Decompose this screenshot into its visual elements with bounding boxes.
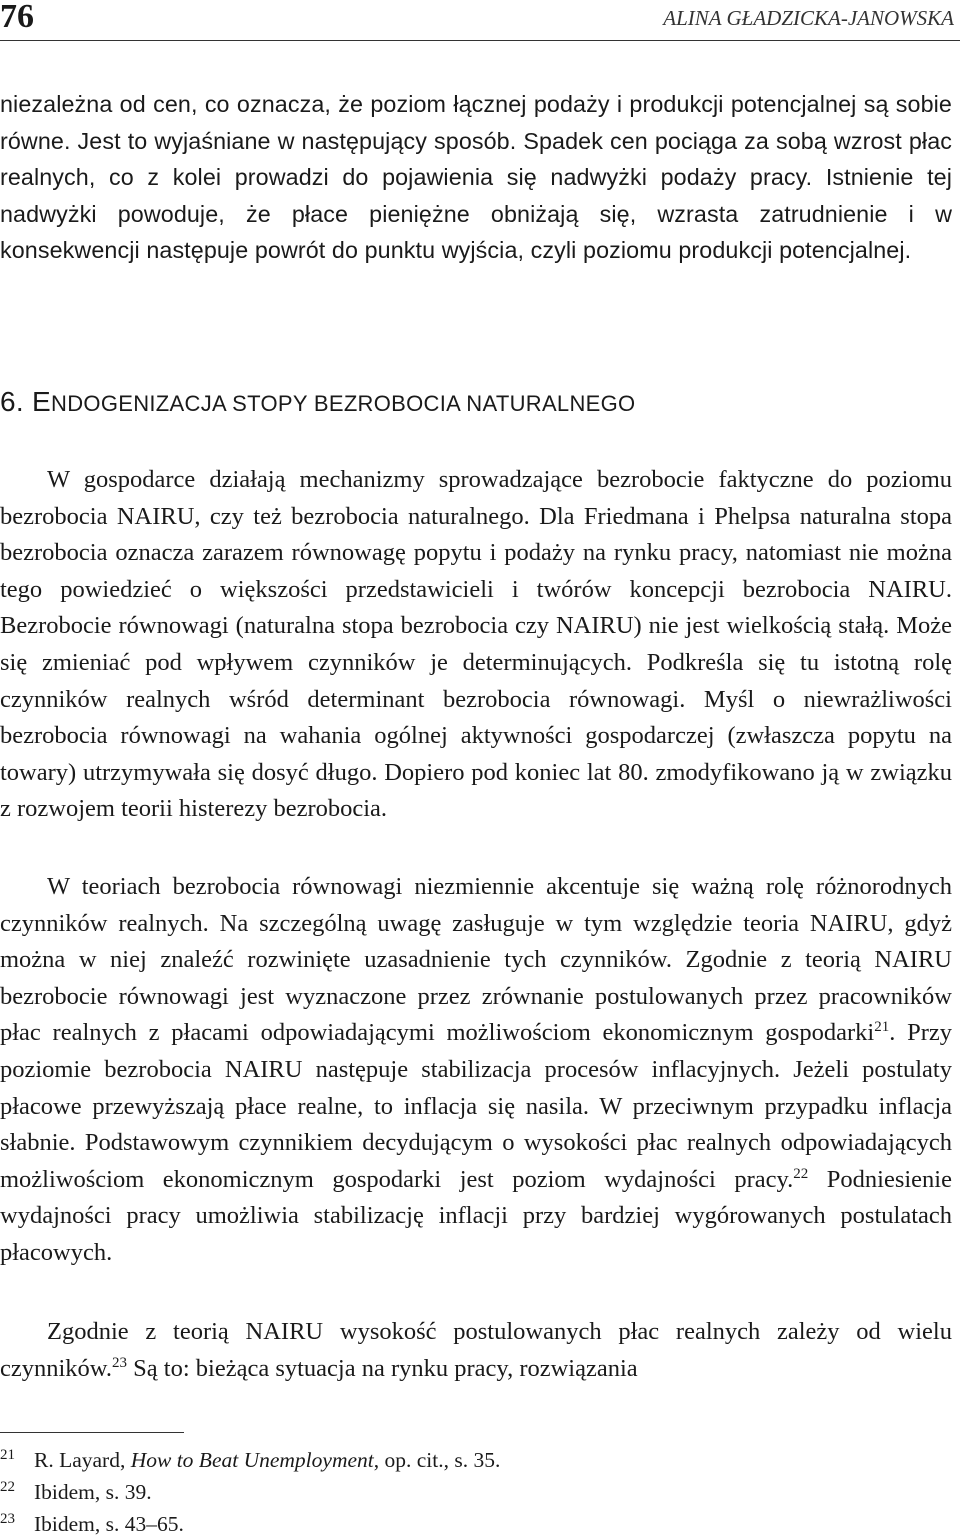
footnote-book-title: How to Beat Unemployment [130, 1448, 374, 1472]
page-number: 76 [0, 0, 34, 35]
paragraph-2 [0, 869, 952, 1272]
footnote-22 [0, 1476, 952, 1508]
running-head: ALINA GŁADZICKA-JANOWSKA [663, 6, 954, 30]
paragraph-3-text-b: Są to: bieżąca sytuacja na rynku pracy, rozwiązania [127, 1354, 638, 1382]
paragraph-1: W gospodarce działają mechanizmy sprowadzające bezrobocie faktyczne do poziomu bezrobocia NAIRU, czy też bezrobocia naturalnego. Dla Friedmana i Phelpsa naturalna stopa bezrobocia oznacza zarazem równowagę popytu i podaży na rynku pracy, natomiast nie można tego powiedzieć o większości przedstawicieli i twórów koncepcji bezrobocia NAIRU. Bezrobocie równowagi (naturalna stopa bezrobocia czy NAIRU) nie jest wielkością stałą. Może się zmieniać pod wpływem czynników je determinujących. Podkreśla się tu istotną rolę czynników realnych wśród determinant bezrobocia równowagi. Myśl o niewrażliwości bezrobocia równowagi na wahania ogólnej aktywności gospodarczej (zwłaszcza popytu na towary) utrzymywała się dosyć długo. Dopiero pod koniec lat 80. zmodyfikowano ją w związku z rozwojem teorii histerezy bezrobocia. [0, 466, 952, 823]
paragraph-2-text-c: Podniesienie wydajności pracy umożliwia stabilizację inflacji przy bardziej wygórowanych postulatach płacowych. [0, 1165, 952, 1266]
paragraph-intro: niezależna od cen, co oznacza, że poziom łącznej podaży i produkcji potencjalnej są sobie równe. Jest to wyjaśniane w następujący sposób. Spadek cen pociąga za sobą wzrost płac realnych, co z kolei prowadzi do pojawienia się nadwyżki podaży pracy. Istnienie tej nadwyżki powoduje, że płace pieniężne obniżają się, wzrasta zatrudnienie i w konsekwencji następuje powrót do punktu wyjścia, czyli poziomu produkcji potencjalnej. [0, 91, 952, 263]
section-title: NDOGENIZACJA STOPY BEZROBOCIA NATURALNEGO [51, 391, 636, 416]
footnote-21 [0, 1444, 952, 1476]
footnote-number: 22 [0, 1479, 15, 1495]
footnote-number: 21 [0, 1447, 15, 1463]
page-header [0, 0, 960, 41]
footnote-text: R. Layard, [34, 1448, 131, 1472]
section-title-initial: E [32, 386, 52, 417]
paragraph-3 [0, 1314, 952, 1387]
section-number: 6. [0, 386, 24, 417]
footnote-23 [0, 1508, 952, 1540]
footnote-text-end: , op. cit., s. 35. [373, 1448, 501, 1472]
paragraph-2-text-a: W teoriach bezrobocia równowagi niezmiennie akcentuje się ważną rolę różnorodnych czynników realnych. Na szczególną uwagę zasługuje w tym względzie teoria NAIRU, gdyż można w niej znaleźć rozwinięte uzasadnienie tych czynników. Zgodnie z teorią NAIRU bezrobocie równowagi jest wyznaczone przez zrównanie postulowanych przez pracowników płac realnych z płacami odpowiadającymi możliwościom ekonomicznym gospodarki [0, 873, 952, 1047]
footnotes [0, 1444, 952, 1540]
footnote-ref-23: 23 [112, 1354, 128, 1371]
footnote-ref-22: 22 [793, 1165, 809, 1182]
paragraph-2-text-b: . Przy poziomie bezrobocia NAIRU następuje stabilizacja procesów inflacyjnych. Jeżeli postulaty płacowe przewyższają płace realne, to inflacja się nasila. W przeciwnym przypadku inflacja słabnie. Podstawowym czynnikiem decydującym o wysokości płac realnych odpowiadających możliwościom ekonomicznym gospodarki jest poziom wydajności pracy. [0, 1019, 952, 1193]
paragraph-3-text-a: Zgodnie z teorią NAIRU wysokość postulowanych płac realnych zależy od wielu czynników. [0, 1318, 952, 1382]
footnote-rule [0, 1432, 184, 1433]
footnote-text: Ibidem, s. 43–65. [34, 1512, 184, 1536]
footnote-text: Ibidem, s. 39. [34, 1480, 152, 1504]
section-heading [0, 386, 635, 418]
footnote-number: 23 [0, 1511, 15, 1527]
footnote-ref-21: 21 [874, 1019, 890, 1036]
